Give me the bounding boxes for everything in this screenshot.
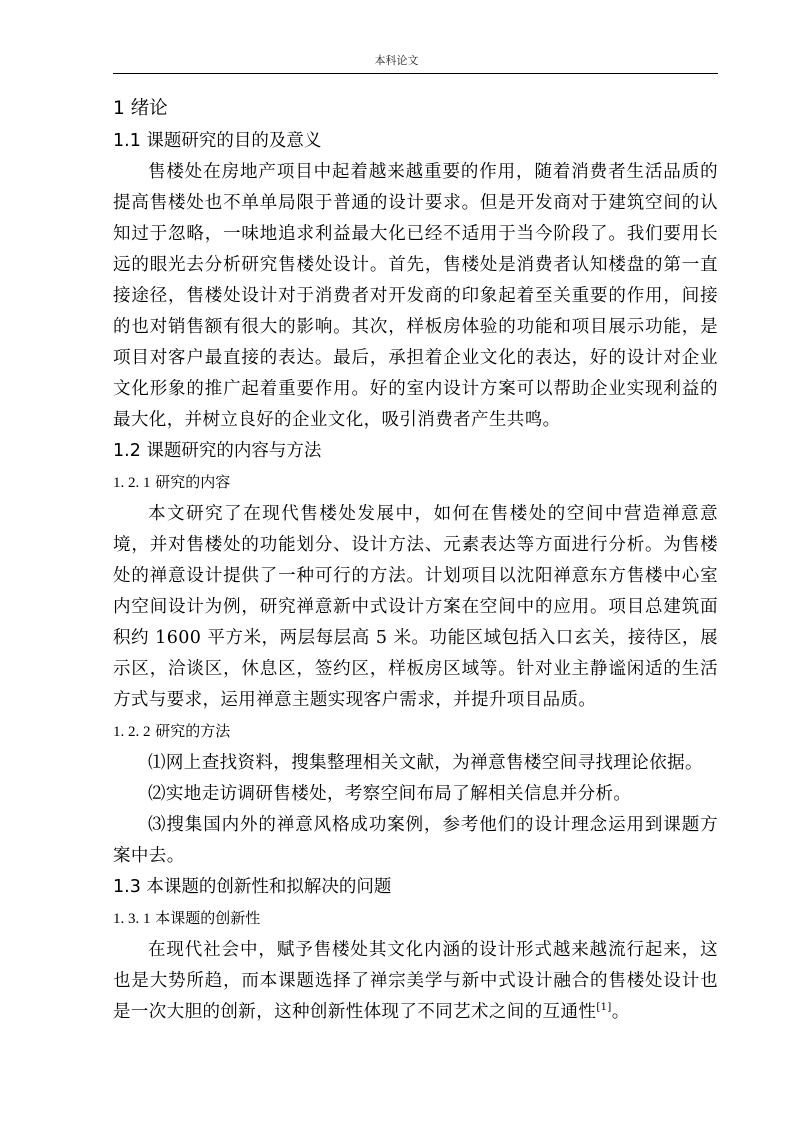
section-1-2-1-paragraph: 本文研究了在现代售楼处发展中，如何在售楼处的空间中营造禅意意境，并对售楼处的功能划分、设计方法、元素表达等方面进行分析。为售楼处的禅意设计提供了一种可行的方法。计划项目以沈阳禅意东方售楼中心室内空间设计为例，研究禅意新中式设计方案在空间中的应用。项目总建筑面积约 1600 平方米，两层每层高 5 米。功能区域包括入口玄关，接待区，展示区，洽谈区，休息区，签约区，样板房区域等。针对业主静谧闲适的生活方式与要求，运用禅意主题实现客户需求，并提升项目品质。 xyxy=(113,504,718,710)
chapter-title: 1 绪论 xyxy=(113,98,168,119)
section-1-3-title: 1.3 本课题的创新性和拟解决的问题 xyxy=(113,877,392,897)
section-1-2-title: 1.2 课题研究的内容与方法 xyxy=(113,441,322,461)
section-number: 1. 3. 1 xyxy=(113,911,151,927)
paragraph-end: 。 xyxy=(611,1002,630,1022)
page-body xyxy=(113,92,718,1028)
section-1-2-1-title: 研究的内容 xyxy=(155,473,231,491)
method-item: ⑵实地走访调研售楼处，考察空间布局了解相关信息并分析。 xyxy=(148,784,632,804)
section-number: 1. 2. 2 xyxy=(113,724,151,740)
section-1-3-1-paragraph xyxy=(113,935,718,1028)
header-rule xyxy=(113,73,718,74)
section-1-3-1-heading xyxy=(113,903,718,935)
section-1-3-1-text: 在现代社会中，赋予售楼处其文化内涵的设计形式越来越流行起来，这也是大势所趋，而本课题选择了禅宗美学与新中式设计融合的售楼处设计也是一次大胆的创新，这种创新性体现了不同艺术之间的互通性 xyxy=(113,940,718,1022)
method-item: ⑴网上查找资料，搜集整理相关文献，为禅意售楼空间寻找理论依据。 xyxy=(148,753,703,773)
method-item: ⑶搜集国内外的禅意风格成功案例，参考他们的设计理念运用到课题方案中去。 xyxy=(113,815,718,866)
running-header: 本科论文 xyxy=(374,54,419,67)
section-1-2-2-heading xyxy=(113,716,718,748)
section-1-3-1-title: 本课题的创新性 xyxy=(155,909,261,927)
section-1-1-title: 1.1 课题研究的目的及意义 xyxy=(113,131,322,151)
section-1-1-paragraph: 售楼处在房地产项目中起着越来越重要的作用，随着消费者生活品质的提高售楼处也不单单局限于普通的设计要求。但是开发商对于建筑空间的认知过于忽略，一味地追求利益最大化已经不适用于当今阶段了。我们要用长远的眼光去分析研究售楼处设计。首先，售楼处是消费者认知楼盘的第一直接途径，售楼处设计对于消费者对开发商的印象起着至关重要的作用，间接的也对销售额有很大的影响。其次，样板房体验的功能和项目展示功能，是项目对客户最直接的表达。最后，承担着企业文化的表达，好的设计对企业文化形象的推广起着重要作用。好的室内设计方案可以帮助企业实现利益的最大化，并树立良好的企业文化，吸引消费者产生共鸣。 xyxy=(113,162,718,430)
section-1-2-2-title: 研究的方法 xyxy=(155,722,231,740)
section-number: 1. 2. 1 xyxy=(113,475,151,491)
citation-ref[interactable]: [1] xyxy=(596,1002,612,1014)
section-1-2-1-heading xyxy=(113,467,718,499)
